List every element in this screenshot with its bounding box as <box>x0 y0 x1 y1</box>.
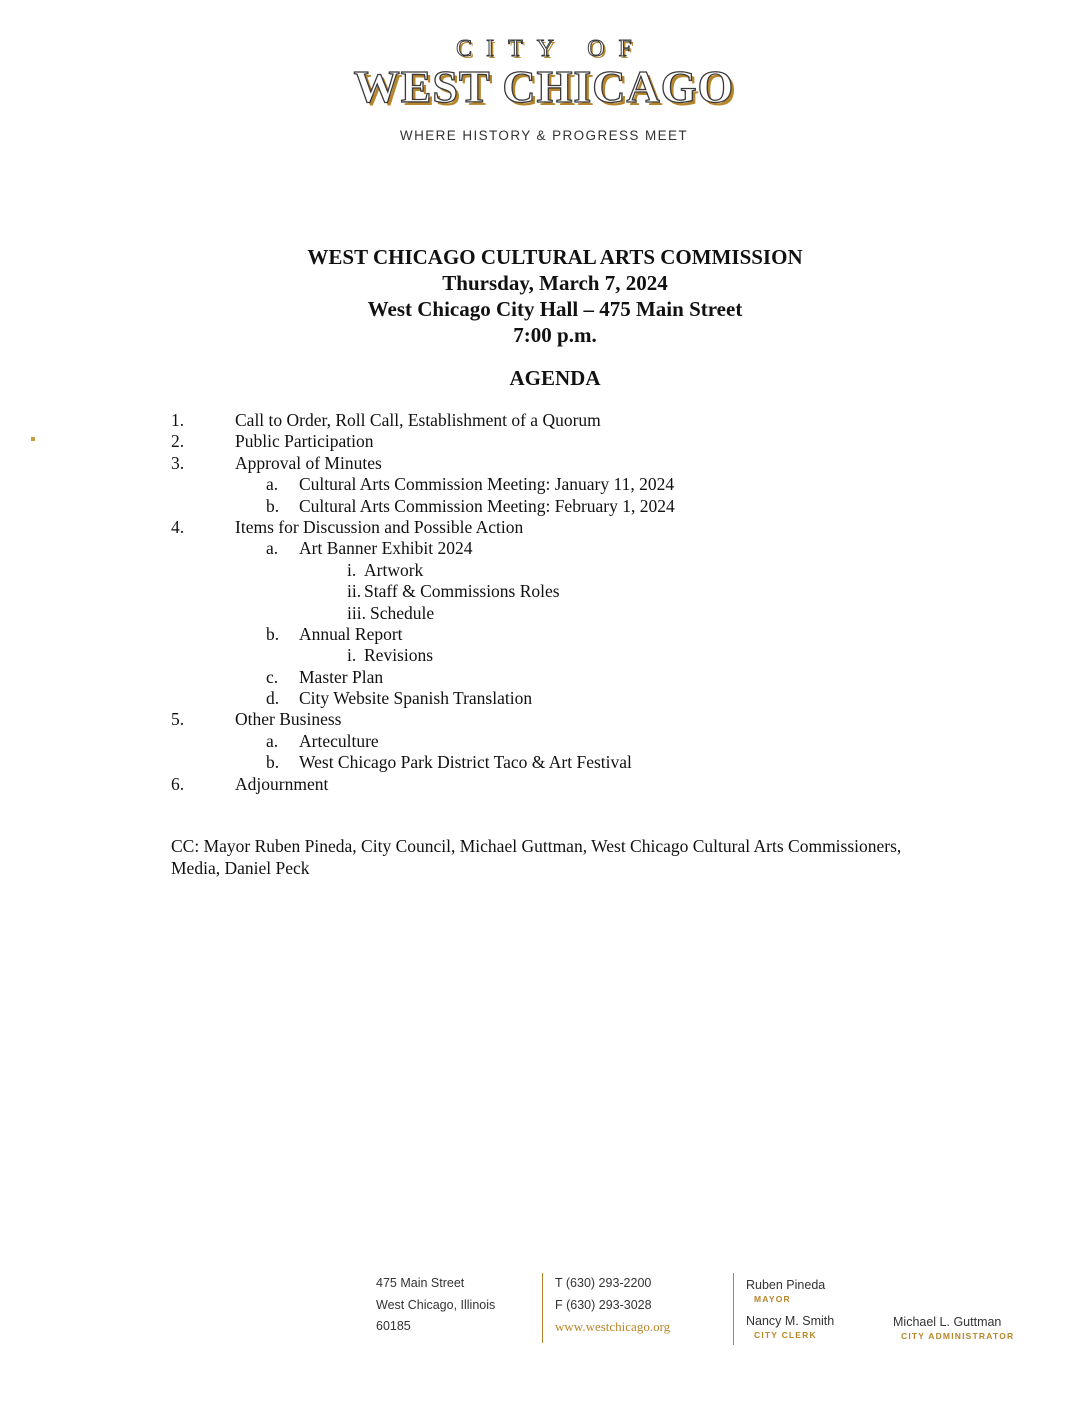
agenda-subitem <box>0 752 1088 773</box>
subitem-letter: b. <box>266 752 280 773</box>
subsubitem-numeral: iii. <box>347 602 366 623</box>
subsubitem-numeral: ii. <box>347 581 362 602</box>
subsubitem-text: Revisions <box>364 645 434 666</box>
address-street: 475 Main Street <box>376 1276 465 1290</box>
logo-tagline: WHERE HISTORY & PROGRESS MEET <box>399 128 689 143</box>
agenda-subitem <box>0 624 1088 645</box>
subitem-letter: b. <box>266 495 280 516</box>
logo-west-chicago: WEST CHICAGO <box>353 61 735 112</box>
website-link[interactable]: www.westchicago.org <box>555 1319 671 1334</box>
mayor-role: MAYOR <box>754 1294 791 1304</box>
administrator-role: CITY ADMINISTRATOR <box>901 1331 1015 1341</box>
subsubitem-text: Staff & Commissions Roles <box>364 581 560 602</box>
subitem-letter: a. <box>266 474 279 495</box>
agenda-subitem <box>0 474 1088 495</box>
meeting-date: Thursday, March 7, 2024 <box>442 271 668 295</box>
agenda-item <box>0 431 1088 452</box>
subitem-letter: b. <box>266 623 280 644</box>
agenda-subitem <box>0 496 1088 517</box>
meeting-title: WEST CHICAGO CULTURAL ARTS COMMISSION <box>307 245 803 269</box>
address-city: West Chicago, Illinois <box>376 1297 496 1312</box>
item-number: 1. <box>171 410 185 430</box>
agenda-subsubitem <box>0 581 1088 602</box>
item-text: Items for Discussion and Possible Action <box>235 516 524 537</box>
subitem-text: West Chicago Park District Taco & Art Festival <box>299 752 632 773</box>
subsubitem-numeral: i. <box>347 645 357 666</box>
agenda-item <box>0 774 1088 795</box>
meeting-location: West Chicago City Hall – 475 Main Street <box>367 297 743 321</box>
agenda-item <box>0 453 1088 474</box>
agenda-subitem <box>0 538 1088 559</box>
meeting-time: 7:00 p.m. <box>513 323 597 347</box>
subitem-text: Cultural Arts Commission Meeting: February 1, 2024 <box>299 495 675 516</box>
subitem-text: Arteculture <box>299 730 379 751</box>
item-number: 6. <box>171 773 185 794</box>
fax-number: F (630) 293-3028 <box>555 1297 652 1312</box>
address-zip: 60185 <box>376 1319 411 1333</box>
item-number: 5. <box>171 709 185 730</box>
mayor-name: Ruben Pineda <box>746 1278 826 1292</box>
agenda-subsubitem <box>0 603 1088 624</box>
item-number: 4. <box>171 516 185 537</box>
item-text: Adjournment <box>235 773 329 794</box>
clerk-role: CITY CLERK <box>754 1330 817 1340</box>
subitem-text: Art Banner Exhibit 2024 <box>299 538 473 559</box>
agenda-subitem <box>0 667 1088 688</box>
item-number: 3. <box>171 452 185 473</box>
clerk-name: Nancy M. Smith <box>746 1314 835 1328</box>
logo-city-of: CITY OF <box>456 36 646 62</box>
agenda-list <box>0 410 1088 795</box>
subitem-text: Cultural Arts Commission Meeting: January 11, 2024 <box>299 474 675 495</box>
city-logo <box>0 36 1088 143</box>
footer-divider <box>542 1273 543 1343</box>
subitem-text: City Website Spanish Translation <box>299 688 533 709</box>
item-number: 2. <box>171 431 185 452</box>
agenda-item <box>0 709 1088 730</box>
phone-number: T (630) 293-2200 <box>555 1276 652 1290</box>
footer-divider <box>733 1273 734 1345</box>
agenda-subsubitem <box>0 645 1088 666</box>
footer-address <box>376 1273 495 1338</box>
subitem-letter: c. <box>266 666 279 687</box>
subitem-letter: d. <box>266 688 280 709</box>
subitem-letter: a. <box>266 730 279 751</box>
item-text: Public Participation <box>235 431 374 452</box>
administrator-name: Michael L. Guttman <box>893 1315 1002 1329</box>
cc-line: CC: Mayor Ruben Pineda, City Council, Michael Guttman, West Chicago Cultural Arts Commissioners, Media, Daniel Peck <box>171 836 902 878</box>
agenda-subsubitem <box>0 560 1088 581</box>
footer-contact <box>555 1273 670 1338</box>
item-text: Other Business <box>235 709 342 730</box>
subsubitem-numeral: i. <box>347 559 357 580</box>
subitem-text: Master Plan <box>299 666 384 687</box>
subsubitem-text: Artwork <box>364 559 424 580</box>
subitem-text: Annual Report <box>299 623 403 644</box>
agenda-item <box>0 517 1088 538</box>
agenda-title: AGENDA <box>509 366 601 390</box>
item-text: Call to Order, Roll Call, Establishment of a Quorum <box>235 410 601 430</box>
subitem-letter: a. <box>266 538 279 559</box>
agenda-item <box>0 410 1088 431</box>
subsubitem-text: Schedule <box>370 602 435 623</box>
item-text: Approval of Minutes <box>235 452 382 473</box>
meeting-header <box>0 244 1088 348</box>
agenda-subitem <box>0 731 1088 752</box>
agenda-subitem <box>0 688 1088 709</box>
